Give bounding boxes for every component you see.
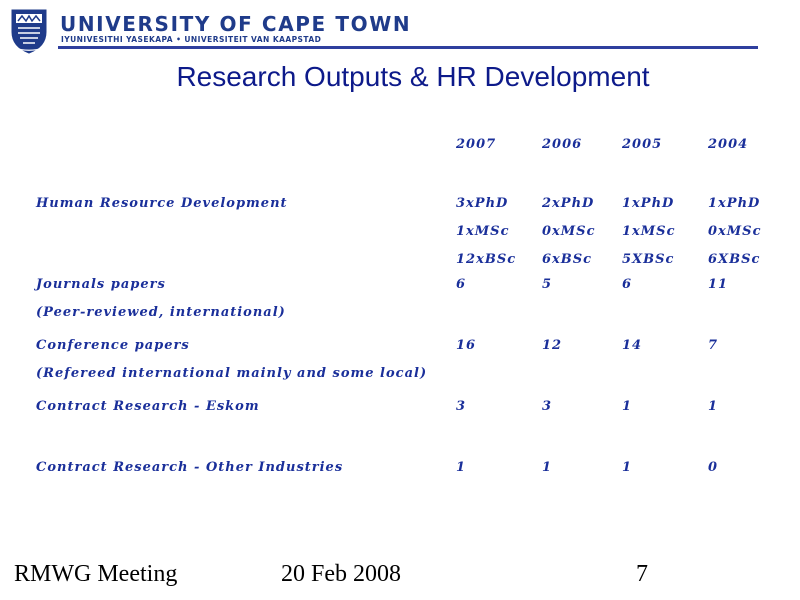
column-header-2005: 2005 xyxy=(622,137,663,152)
university-subtitle: IYUNIVESITHI YASEKAPA • UNIVERSITEIT VAN KAAPSTAD xyxy=(61,35,322,44)
row-label-journals: Journals papers xyxy=(36,277,166,292)
table-cell: 1 xyxy=(542,460,553,475)
table-cell: 0 xyxy=(708,460,719,475)
table-cell: 2xPhD xyxy=(542,196,595,211)
row-label-contract-eskom: Contract Research - Eskom xyxy=(36,399,260,414)
footer-date: 20 Feb 2008 xyxy=(281,561,401,587)
table-cell: 1xMSc xyxy=(622,224,676,239)
table-cell: 1 xyxy=(456,460,467,475)
table-cell: 3 xyxy=(542,399,553,414)
column-header-2006: 2006 xyxy=(542,137,583,152)
table-cell: 6xBSc xyxy=(542,252,593,267)
row-label-contract-other: Contract Research - Other Industries xyxy=(36,460,344,475)
table-cell: 1xPhD xyxy=(622,196,675,211)
table-cell: 6 xyxy=(456,277,467,292)
table-cell: 5XBSc xyxy=(622,252,675,267)
table-cell: 16 xyxy=(456,338,477,353)
uct-crest-logo xyxy=(10,8,48,54)
table-cell: 1 xyxy=(622,399,633,414)
table-cell: 1 xyxy=(622,460,633,475)
table-cell: 1xPhD xyxy=(708,196,761,211)
table-cell: 1 xyxy=(708,399,719,414)
row-label-conference: Conference papers xyxy=(36,338,190,353)
footer-page-number: 7 xyxy=(636,561,648,587)
footer-meeting: RMWG Meeting xyxy=(14,561,178,587)
table-cell: 14 xyxy=(622,338,643,353)
table-cell: 5 xyxy=(542,277,553,292)
header-rule xyxy=(58,46,758,49)
table-cell: 7 xyxy=(708,338,719,353)
table-cell: 12xBSc xyxy=(456,252,517,267)
table-cell: 11 xyxy=(708,277,729,292)
row-sublabel-journals: (Peer-reviewed, international) xyxy=(36,305,286,320)
column-header-2004: 2004 xyxy=(708,137,749,152)
table-cell: 12 xyxy=(542,338,563,353)
university-name: UNIVERSITY OF CAPE TOWN xyxy=(60,12,412,36)
column-header-2007: 2007 xyxy=(456,137,497,152)
slide-header xyxy=(0,0,800,56)
table-cell: 3 xyxy=(456,399,467,414)
table-cell: 6XBSc xyxy=(708,252,761,267)
table-cell: 1xMSc xyxy=(456,224,510,239)
row-label-hr-development: Human Resource Development xyxy=(36,196,288,211)
slide-title: Research Outputs & HR Development xyxy=(176,61,650,92)
table-cell: 6 xyxy=(622,277,633,292)
table-cell: 0xMSc xyxy=(542,224,596,239)
table-cell: 0xMSc xyxy=(708,224,762,239)
table-cell: 3xPhD xyxy=(456,196,509,211)
row-sublabel-conference: (Refereed international mainly and some local) xyxy=(36,366,428,381)
